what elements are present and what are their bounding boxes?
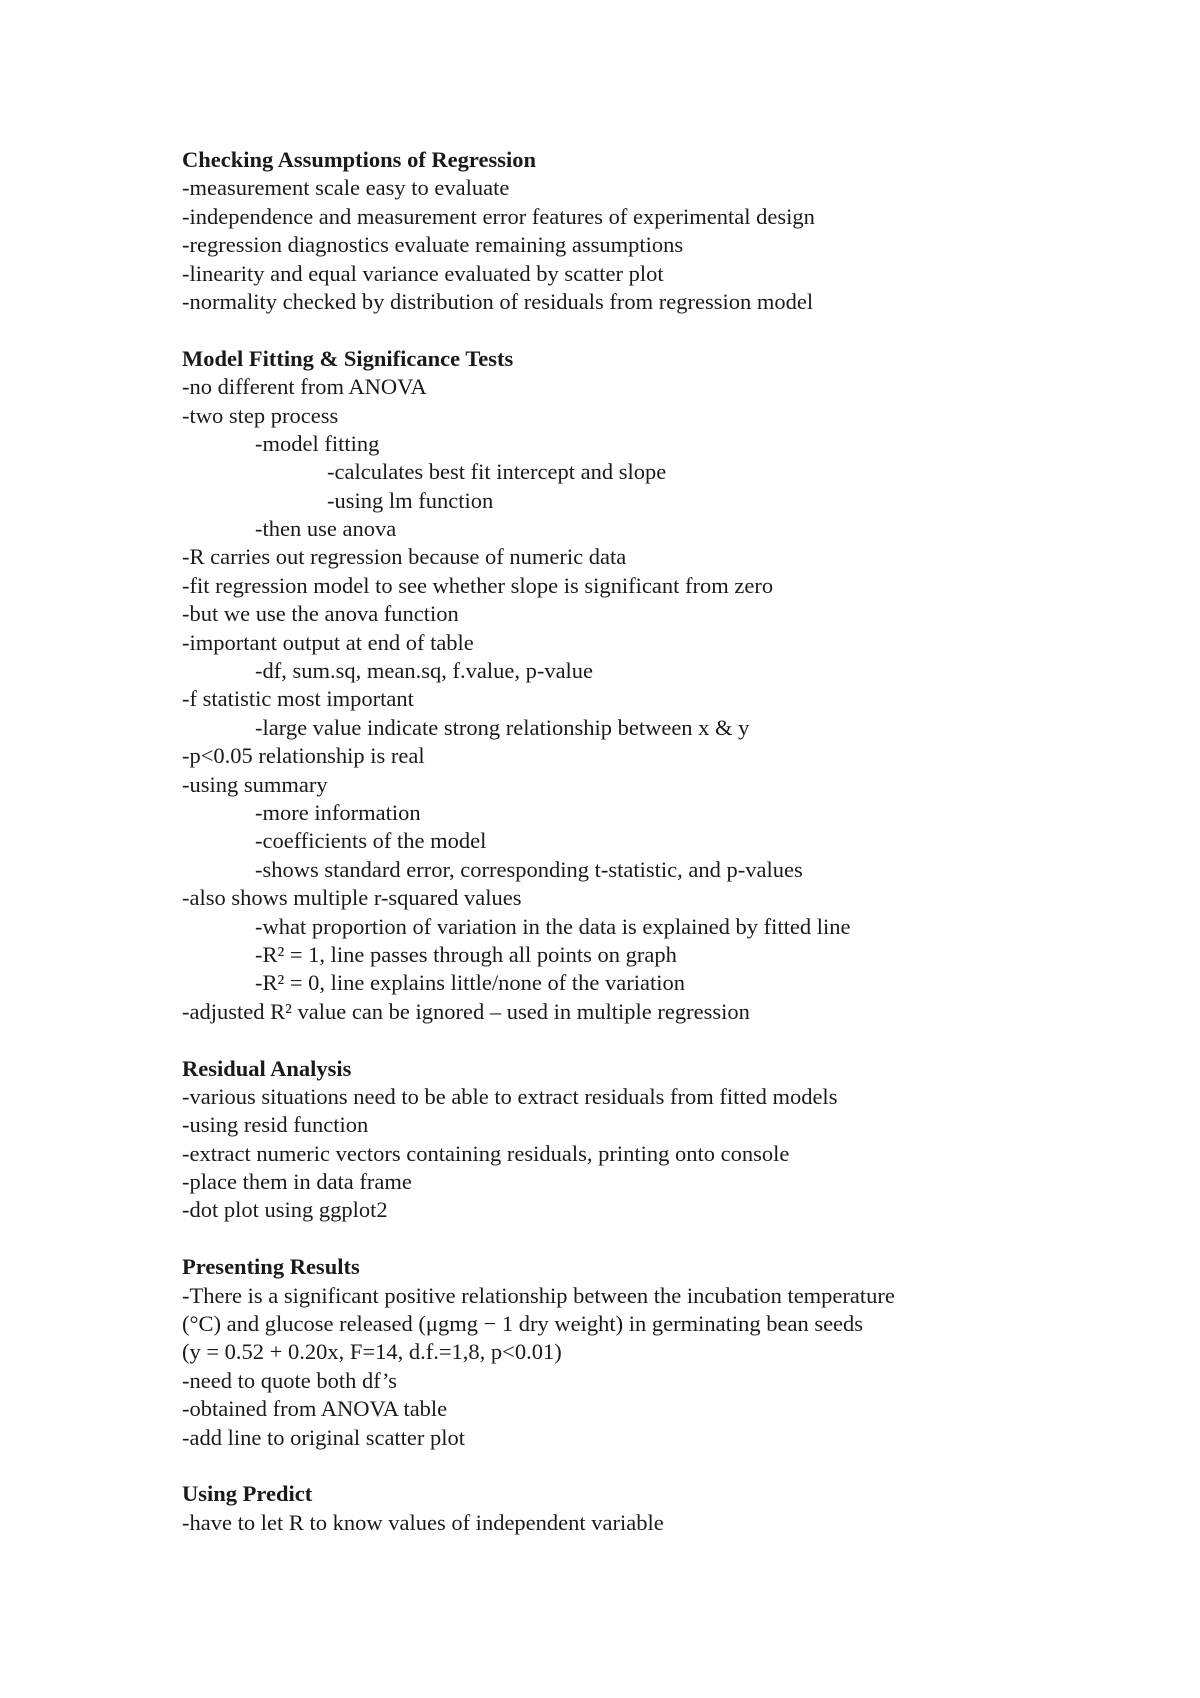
sub-bullet-line: -what proportion of variation in the data is explained by fitted line <box>255 913 851 939</box>
bullet-line: (y = 0.52 + 0.20x, F=14, d.f.=1,8, p<0.01) <box>182 1339 562 1365</box>
bullet-line: -obtained from ANOVA table <box>182 1396 448 1422</box>
sub-bullet-line: -using lm function <box>327 487 494 513</box>
sub-bullet-line: -df, sum.sq, mean.sq, f.value, p-value <box>255 658 594 684</box>
sub-bullet-line: -shows standard error, corresponding t-statistic, and p-values <box>255 856 803 882</box>
sub-bullet-line: -model fitting <box>255 430 380 456</box>
bullet-line: -using resid function <box>182 1112 369 1138</box>
sub-bullet-line: -R² = 1, line passes through all points on graph <box>255 941 677 967</box>
section-heading: Checking Assumptions of Regression <box>182 147 537 172</box>
sub-bullet-line: -R² = 0, line explains little/none of the variation <box>255 970 685 996</box>
bullet-line: -no different from ANOVA <box>182 374 427 400</box>
bullet-line: -add line to original scatter plot <box>182 1424 466 1450</box>
bullet-line: (°C) and glucose released (μgmg − 1 dry weight) in germinating bean seeds <box>182 1311 864 1337</box>
bullet-line: -extract numeric vectors containing residuals, printing onto console <box>182 1140 790 1166</box>
section-heading: Residual Analysis <box>182 1055 352 1081</box>
bullet-line: -but we use the anova function <box>182 601 459 627</box>
section-spacer <box>182 1225 1142 1253</box>
sub-bullet-line: -large value indicate strong relationship between x & y <box>255 714 750 740</box>
bullet-line: -linearity and equal variance evaluated by scatter plot <box>182 260 664 286</box>
section-spacer <box>182 1026 1142 1054</box>
bullet-line: -also shows multiple r-squared values <box>182 885 522 911</box>
bullet-line: -normality checked by distribution of residuals from regression model <box>182 288 814 314</box>
section-spacer <box>182 1452 1142 1480</box>
sub-bullet-line: -calculates best fit intercept and slope <box>327 459 667 485</box>
sub-bullet-line: -coefficients of the model <box>255 828 487 854</box>
bullet-line: -p<0.05 relationship is real <box>182 743 425 769</box>
section-heading: Presenting Results <box>182 1254 360 1280</box>
bullet-line: -need to quote both df’s <box>182 1367 397 1393</box>
bullet-line: -adjusted R² value can be ignored – used in multiple regression <box>182 998 750 1024</box>
bullet-line: -using summary <box>182 771 328 797</box>
bullet-line: -There is a significant positive relationship between the incubation temperature <box>182 1282 895 1308</box>
bullet-line: -f statistic most important <box>182 686 414 712</box>
sub-bullet-line: -more information <box>255 799 421 825</box>
bullet-line: -various situations need to be able to extract residuals from fitted models <box>182 1083 838 1109</box>
section-spacer <box>182 316 1142 344</box>
section-heading: Using Predict <box>182 1481 313 1507</box>
bullet-line: -have to let R to know values of independent variable <box>182 1509 664 1535</box>
bullet-line: -independence and measurement error features of experimental design <box>182 203 815 229</box>
section-heading: Model Fitting & Significance Tests <box>182 345 514 371</box>
bullet-line: -measurement scale easy to evaluate <box>182 175 510 201</box>
bullet-line: -two step process <box>182 402 339 428</box>
bullet-line: -regression diagnostics evaluate remaining assumptions <box>182 232 684 258</box>
notes-body <box>182 146 1142 1537</box>
bullet-line: -fit regression model to see whether slope is significant from zero <box>182 572 774 598</box>
bullet-line: -important output at end of table <box>182 629 474 655</box>
bullet-line: -dot plot using ggplot2 <box>182 1197 388 1223</box>
bullet-line: -place them in data frame <box>182 1169 412 1195</box>
bullet-line: -R carries out regression because of numeric data <box>182 544 627 570</box>
sub-bullet-line: -then use anova <box>255 516 397 542</box>
